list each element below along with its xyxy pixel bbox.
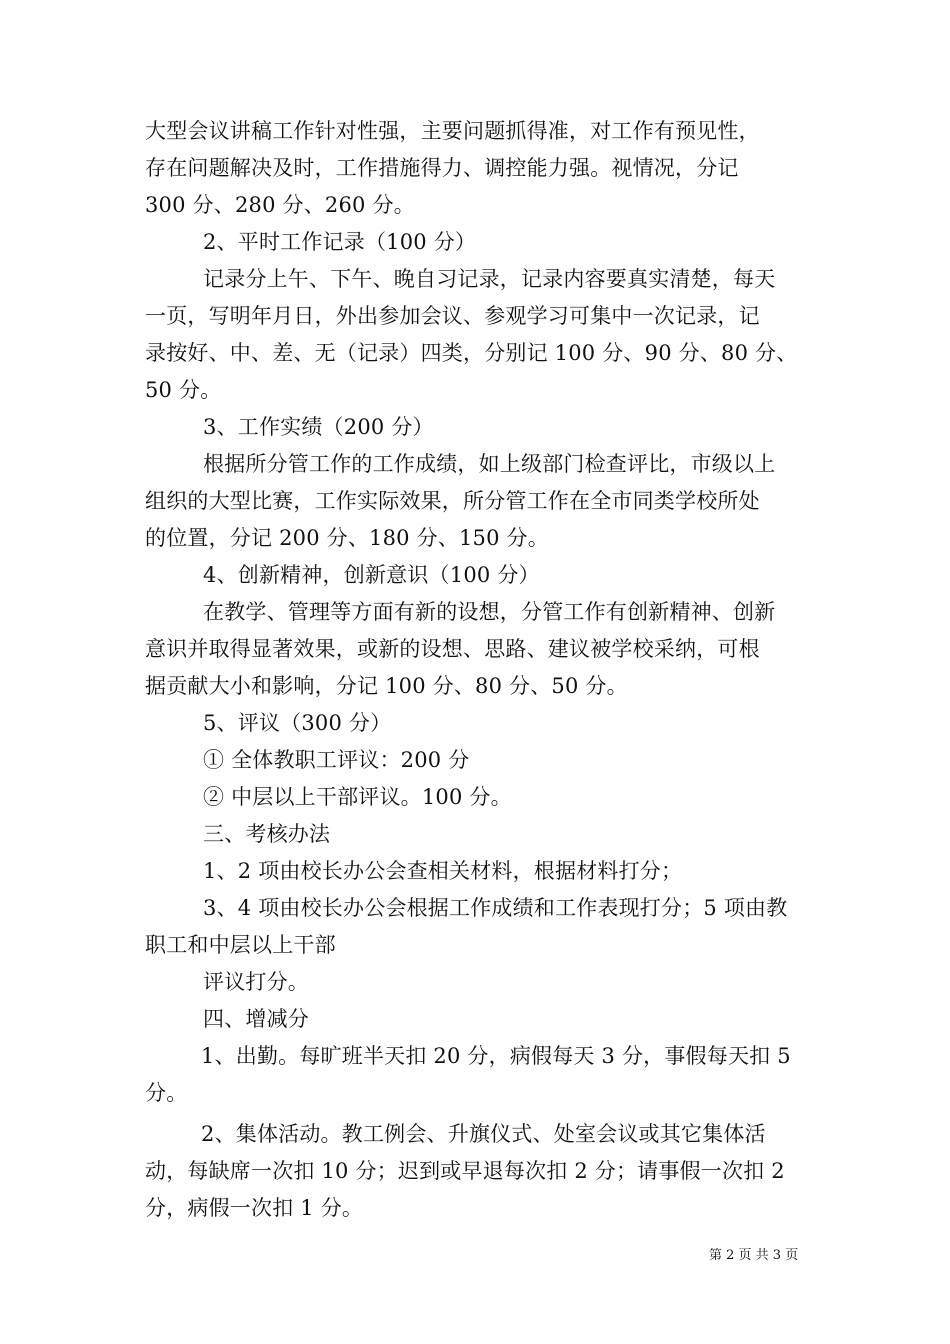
section-heading: 4、创新精神，创新意识（100 分） <box>203 563 540 587</box>
paragraph-line: 的位置，分记 200 分、180 分、150 分。 <box>145 526 549 550</box>
paragraph-line: 意识并取得显著效果，或新的设想、思路、建议被学校采纳，可根 <box>145 637 760 661</box>
list-item: ① 全体教职工评议：200 分 <box>203 748 470 772</box>
paragraph-line: 存在问题解决及时，工作措施得力、调控能力强。视情况，分记 <box>145 156 739 180</box>
paragraph-line: 职工和中层以上干部 <box>145 933 336 957</box>
paragraph-line: 分，病假一次扣 1 分。 <box>145 1196 364 1220</box>
section-heading: 5、评议（300 分） <box>203 711 392 735</box>
paragraph-line: 组织的大型比赛，工作实际效果，所分管工作在全市同类学校所处 <box>145 489 760 513</box>
paragraph-line: 动，每缺席一次扣 10 分；迟到或早退每次扣 2 分；请事假一次扣 2 <box>145 1159 785 1183</box>
paragraph-line: 1、出勤。每旷班半天扣 20 分，病假每天 3 分，事假每天扣 5 <box>201 1044 791 1068</box>
document-body <box>145 113 845 1227</box>
paragraph-line: 根据所分管工作的工作成绩，如上级部门检查评比，市级以上 <box>203 452 776 476</box>
paragraph-line: 分。 <box>145 1081 188 1105</box>
paragraph-line: 300 分、280 分、260 分。 <box>145 193 415 217</box>
section-heading: 三、考核办法 <box>203 822 331 846</box>
paragraph-line: 2、集体活动。教工例会、升旗仪式、处室会议或其它集体活 <box>201 1122 766 1146</box>
section-heading: 3、工作实绩（200 分） <box>203 415 434 439</box>
paragraph-line: 据贡献大小和影响，分记 100 分、80 分、50 分。 <box>145 674 628 698</box>
paragraph-line: 3、4 项由校长办公会根据工作成绩和工作表现打分；5 项由教 <box>203 896 788 920</box>
paragraph-line: 50 分。 <box>145 378 222 402</box>
paragraph-line: 大型会议讲稿工作针对性强，主要问题抓得准，对工作有预见性， <box>145 119 760 143</box>
paragraph-line: 评议打分。 <box>203 970 309 994</box>
paragraph-line: 记录分上午、下午、晚自习记录，记录内容要真实清楚，每天 <box>203 267 776 291</box>
section-heading: 四、增减分 <box>203 1007 309 1031</box>
section-heading: 2、平时工作记录（100 分） <box>203 230 477 254</box>
paragraph-line: 录按好、中、差、无（记录）四类，分别记 100 分、90 分、80 分、 <box>145 341 798 365</box>
paragraph-line: 1、2 项由校长办公会查相关材料，根据材料打分； <box>203 859 683 883</box>
paragraph-line: 在教学、管理等方面有新的设想，分管工作有创新精神、创新 <box>203 600 776 624</box>
list-item: ② 中层以上干部评议。100 分。 <box>203 785 512 809</box>
page-indicator: 第 2 页 共 3 页 <box>709 1248 799 1263</box>
paragraph-line: 一页，写明年月日，外出参加会议、参观学习可集中一次记录，记 <box>145 304 760 328</box>
